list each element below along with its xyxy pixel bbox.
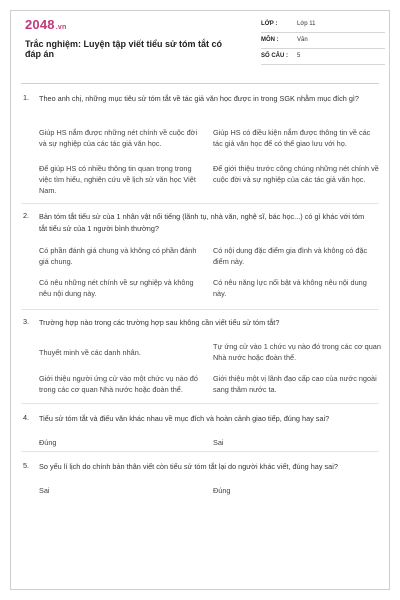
- meta-subject: [261, 35, 385, 49]
- logo-main-text: 2048: [25, 17, 55, 32]
- question-number: 5.: [23, 461, 30, 470]
- question-text: Trường hợp nào trong các trường hợp sau không cần viết tiểu sử tóm tắt?: [39, 318, 280, 327]
- question-text: Bản tóm tắt tiểu sử của 1 nhân vật nổi tiếng (lãnh tụ, nhà văn, nghệ sĩ, bác học...) có gì khác với tóm tắt tiểu sử của 1 người bình thường?: [39, 212, 365, 233]
- quiz-meta: [261, 19, 385, 67]
- answer-option-c[interactable]: Giới thiệu người ứng cử vào một chức vụ nào đó trong các cơ quan Nhà nước hoặc đoàn thể.: [39, 374, 198, 394]
- answer-option-a[interactable]: Thuyết minh về các danh nhân.: [39, 348, 141, 357]
- answer-option-b[interactable]: Có nội dung đặc điểm gia đình và không có đặc điểm này.: [213, 246, 368, 266]
- answer-option-b[interactable]: Tự ứng cử vào 1 chức vụ nào đó trong các cơ quan Nhà nước hoặc đoàn thể.: [213, 342, 381, 362]
- meta-class: [261, 19, 385, 33]
- question-number: 3.: [23, 317, 30, 326]
- meta-count: [261, 51, 385, 65]
- header-divider: [21, 83, 379, 84]
- question-separator: [21, 451, 379, 452]
- question-text: Theo anh chị, những mục tiêu sử tóm tắt về tác giả văn học được in trong SGK nhằm mục đích gì?: [39, 94, 359, 103]
- meta-class-label: LỚP :: [261, 21, 278, 27]
- answer-option-a[interactable]: Sai: [39, 486, 50, 495]
- question-separator: [21, 203, 379, 204]
- question-separator: [21, 309, 379, 310]
- answer-option-b[interactable]: Giúp HS có điều kiện nắm được thông tin về các tác giả văn học để có thể giao lưu với họ.: [213, 128, 371, 148]
- question-separator: [21, 403, 379, 404]
- answer-option-a[interactable]: Đúng: [39, 438, 57, 447]
- sheet-header: [11, 11, 389, 77]
- question-number: 4.: [23, 413, 30, 422]
- answer-option-c[interactable]: Có nêu những nét chính về sự nghiệp và không nêu nội dung này.: [39, 278, 194, 298]
- meta-class-value: Lớp 11: [297, 21, 316, 27]
- answer-option-b[interactable]: Sai: [213, 438, 224, 447]
- answer-option-d[interactable]: Giới thiệu một vị lãnh đạo cấp cao của nước ngoài sang thăm nước ta.: [213, 374, 377, 394]
- question-text: Tiểu sử tóm tắt và điếu văn khác nhau về mục đích và hoàn cảnh giao tiếp, đúng hay sai?: [39, 414, 330, 423]
- quiz-title: Trắc nghiệm: Luyện tập viết tiểu sử tóm tắt có đáp án: [25, 39, 223, 59]
- answer-option-a[interactable]: Giúp HS nắm được những nét chính về cuộc đời và sự nghiệp của các tác giả văn học.: [39, 128, 198, 148]
- answer-option-d[interactable]: Có nêu năng lực nổi bật và không nêu nội dung này.: [213, 278, 367, 298]
- answer-option-b[interactable]: Đúng: [213, 486, 231, 495]
- question-number: 2.: [23, 211, 30, 220]
- meta-subject-value: Văn: [297, 37, 308, 43]
- question-number: 1.: [23, 93, 30, 102]
- logo-sub-text: .vn: [55, 24, 67, 31]
- meta-subject-label: MÔN :: [261, 37, 279, 43]
- answer-option-a[interactable]: Có phần đánh giá chung và không có phần đánh giá chung.: [39, 246, 197, 266]
- site-logo[interactable]: [25, 17, 66, 32]
- meta-count-value: 5: [297, 53, 301, 59]
- answer-option-d[interactable]: Để giới thiệu trước công chúng những nét chính về cuộc đời và sự nghiệp của các tác giả văn học.: [213, 164, 379, 184]
- answer-option-c[interactable]: Để giúp HS có nhiều thông tin quan trọng trong việc tìm hiểu, nghiên cứu về lịch sử văn học Việt Nam.: [39, 164, 196, 195]
- quiz-sheet: [10, 10, 390, 590]
- question-text: So yếu lí lịch do chính bản thân viết còn tiểu sử tóm tắt lại do người khác viết, đúng hay sai?: [39, 462, 338, 471]
- meta-count-label: SỐ CÂU :: [261, 53, 288, 59]
